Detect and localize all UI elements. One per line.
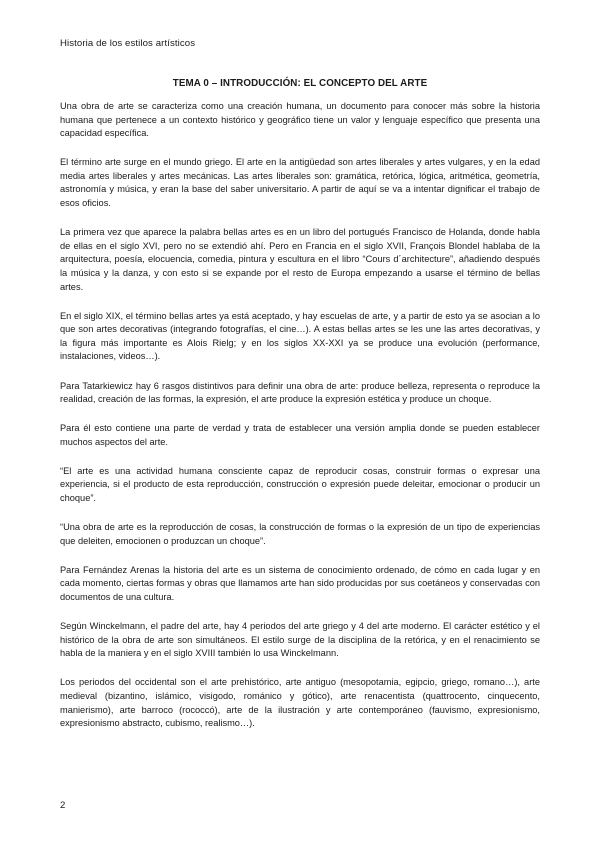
paragraph-origin: El término arte surge en el mundo griego. El arte en la antigüedad son artes liberales y artes vulgares, y en la edad media artes liberales y artes mecánicas. Las artes liberales son: gramática, retórica, lógica, aritmética, geometría, astronomía y música, y eran la base del saber universitario. A partir de aquí se va a intentar dignificar el trabajo de esos oficios. bbox=[60, 157, 540, 209]
body-text bbox=[60, 100, 540, 746]
paragraph-definition: Una obra de arte se caracteriza como una creación humana, un documento para conocer más sobre la historia humana que pertenece a un contexto histórico y geográfico tiene un valor y lenguaje específico que presenta una capacidad específica. bbox=[60, 101, 540, 139]
paragraph-periodos: Los periodos del occidental son el arte prehistórico, arte antiguo (mesopotamia, egipcio, griego, romano…), arte medieval (bizantino, islámico, visigodo, románico y gótico), arte renacentista (quattrocento, cinquecento, manierismo), arte barroco (rococcó), arte de la ilustración y arte contemporáneo (fauvismo, expresionismo, expresionismo abstracto, cubismo, realismo…). bbox=[60, 677, 540, 729]
paragraph-siglo-xix: En el siglo XIX, el término bellas artes ya está aceptado, y hay escuelas de arte, y a partir de esto ya se asocian a lo que son artes decorativas (integrando fotografías, el cine…). A estas bellas artes se les une las artes decorativas, y la figura más importante es Alois Rielg; y en los siglos XX-XXI ya se produce una evolución (performance, instalaciones, videos…). bbox=[60, 310, 540, 362]
paragraph-quote-2: “Una obra de arte es la reproducción de cosas, la construcción de formas o la expresión de un tipo de experiencias que deleiten, emocionen o produzcan un choque”. bbox=[60, 522, 540, 546]
paragraph-winckelmann: Según Winckelmann, el padre del arte, hay 4 periodos del arte griego y 4 del arte moderno. El carácter estético y el histórico de la obra de arte son simultáneos. El estilo surge de la disciplina de la retórica, y en el renacimiento se habla de la maniera y en el siglo XVIII también lo usa Winckelmann. bbox=[60, 621, 540, 659]
paragraph-quote-1: “El arte es una actividad humana consciente capaz de reproducir cosas, construir formas o expresar una experiencia, si el producto de esta reproducción, construcción o expresión puede deleitar, emocionar o producir un choque”. bbox=[60, 465, 540, 504]
running-header: Historia de los estilos artísticos bbox=[60, 38, 196, 49]
paragraph-bellas-artes: La primera vez que aparece la palabra bellas artes es en un libro del portugués Francisco de Holanda, donde habla de ellas en el siglo XVI, pero no se extendió ahí. Pero en Francia en el siglo XVII, François Blondel hablaba de la arquitectura, poesía, elocuencia, comedia, pintura y escultura en el libro “Cours d´architecture”, añadiendo después la música y la danza, y con esto si se expande por el resto de Europa empezando a usarse el término de bellas artes. bbox=[60, 227, 540, 292]
paragraph-fernandez-arenas: Para Fernández Arenas la historia del arte es un sistema de conocimiento ordenado, de cómo en cada lugar y en cada momento, ciertas formas y obras que llamamos arte han sido producidas por sus coetáneos y conservadas con documentos de una cultura. bbox=[60, 564, 540, 603]
page-number: 2 bbox=[60, 800, 66, 811]
section-title: TEMA 0 – INTRODUCCIÓN: EL CONCEPTO DEL ARTE bbox=[172, 78, 428, 89]
paragraph-version-amplia: Para él esto contiene una parte de verdad y trata de establecer una versión amplia donde se pueden establecer muchos aspectos del arte. bbox=[60, 423, 540, 447]
paragraph-tatarkiewicz: Para Tatarkiewicz hay 6 rasgos distintivos para definir una obra de arte: produce belleza, representa o reproduce la realidad, creación de las formas, la expresión, el arte produce la expresión estética y produce un choque. bbox=[60, 380, 540, 405]
